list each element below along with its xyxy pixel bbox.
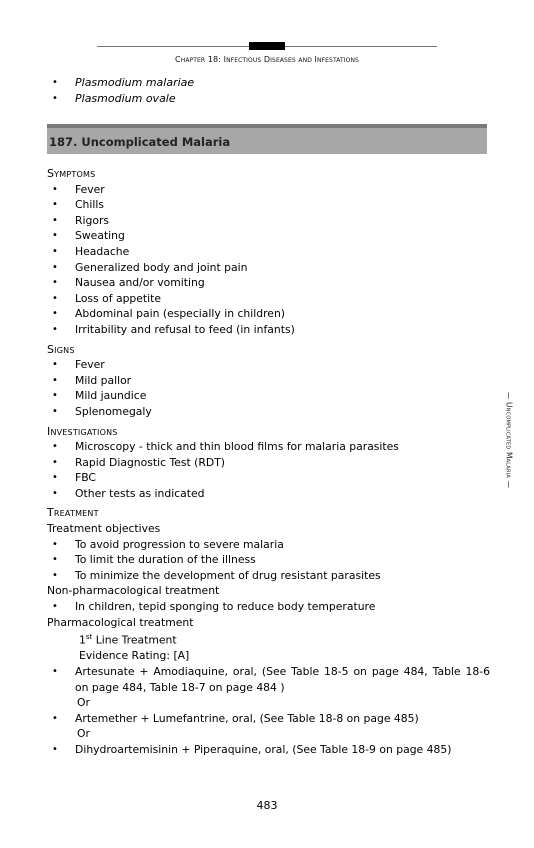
- nonpharm-list: [47, 599, 490, 615]
- section-title-bar: [47, 124, 487, 154]
- pharm-option-3: [47, 742, 490, 758]
- list-item: • Headache: [47, 244, 490, 260]
- treatment-heading: Treatment: [47, 506, 99, 520]
- list-item: • Artemether + Lumefantrine, oral, (See Table 18-8 on page 485): [47, 711, 490, 727]
- list-item: • Artesunate + Amodiaquine, oral, (See Table 18-5 on page 484, Table 18-6 on page 484, Table 18-7 on page 484 ): [47, 664, 490, 695]
- list-item: • FBC: [47, 470, 490, 486]
- list-item: • Irritability and refusal to feed (in infants): [47, 322, 490, 338]
- treatment-objectives-list: [47, 537, 490, 584]
- or-label: Or: [77, 727, 90, 741]
- list-item: • Sweating: [47, 228, 490, 244]
- list-item: • Abdominal pain (especially in children): [47, 306, 490, 322]
- list-item: • Chills: [47, 197, 490, 213]
- symptoms-heading: Symptoms: [47, 167, 96, 180]
- list-item: • To limit the duration of the illness: [47, 552, 490, 568]
- main-content: [47, 166, 490, 758]
- nonpharm-heading: Non-pharmacological treatment: [47, 584, 220, 598]
- list-item: • To avoid progression to severe malaria: [47, 537, 490, 553]
- list-item: • Rapid Diagnostic Test (RDT): [47, 455, 490, 471]
- pharm-option-1: [47, 664, 490, 695]
- list-item: • Fever: [47, 357, 490, 373]
- pharm-option-2: [47, 711, 490, 727]
- list-item: • In children, tepid sponging to reduce body temperature: [47, 599, 490, 615]
- intro-list-block: [47, 75, 490, 106]
- list-item: • Dihydroartemisinin + Piperaquine, oral, (See Table 18-9 on page 485): [47, 742, 490, 758]
- list-item: • Fever: [47, 182, 490, 198]
- list-item: • Plasmodium malariae: [47, 75, 490, 91]
- symptoms-list: [47, 182, 490, 338]
- list-item: • Mild jaundice: [47, 388, 490, 404]
- investigations-heading: Investigations: [47, 424, 118, 438]
- header-block: [249, 42, 285, 50]
- section-title: 187. Uncomplicated Malaria: [49, 135, 231, 149]
- investigations-list: [47, 439, 490, 501]
- list-item: • Mild pallor: [47, 373, 490, 389]
- list-item: • Other tests as indicated: [47, 486, 490, 502]
- list-item: • Microscopy - thick and thin blood films for malaria parasites: [47, 439, 490, 455]
- first-line-treatment: 1st Line Treatment: [79, 633, 177, 647]
- list-item: • Nausea and/or vomiting: [47, 275, 490, 291]
- chapter-header: Chapter 18: Infectious Diseases and Infestations: [175, 55, 359, 64]
- or-label: Or: [77, 696, 90, 710]
- signs-list: [47, 357, 490, 419]
- list-item: • Splenomegaly: [47, 404, 490, 420]
- list-item: • Plasmodium ovale: [47, 91, 490, 107]
- side-running-title: — Uncomplicated Malaria —: [504, 391, 514, 489]
- page-number: 483: [256, 799, 278, 812]
- treatment-objectives-heading: Treatment objectives: [47, 522, 161, 536]
- list-item: • To minimize the development of drug resistant parasites: [47, 568, 490, 584]
- list-item: • Generalized body and joint pain: [47, 260, 490, 276]
- list-item: • Loss of appetite: [47, 291, 490, 307]
- evidence-rating: Evidence Rating: [A]: [79, 649, 190, 663]
- signs-heading: Signs: [47, 342, 75, 356]
- list-item: • Rigors: [47, 213, 490, 229]
- intro-list: [47, 75, 490, 106]
- pharm-heading: Pharmacological treatment: [47, 615, 194, 629]
